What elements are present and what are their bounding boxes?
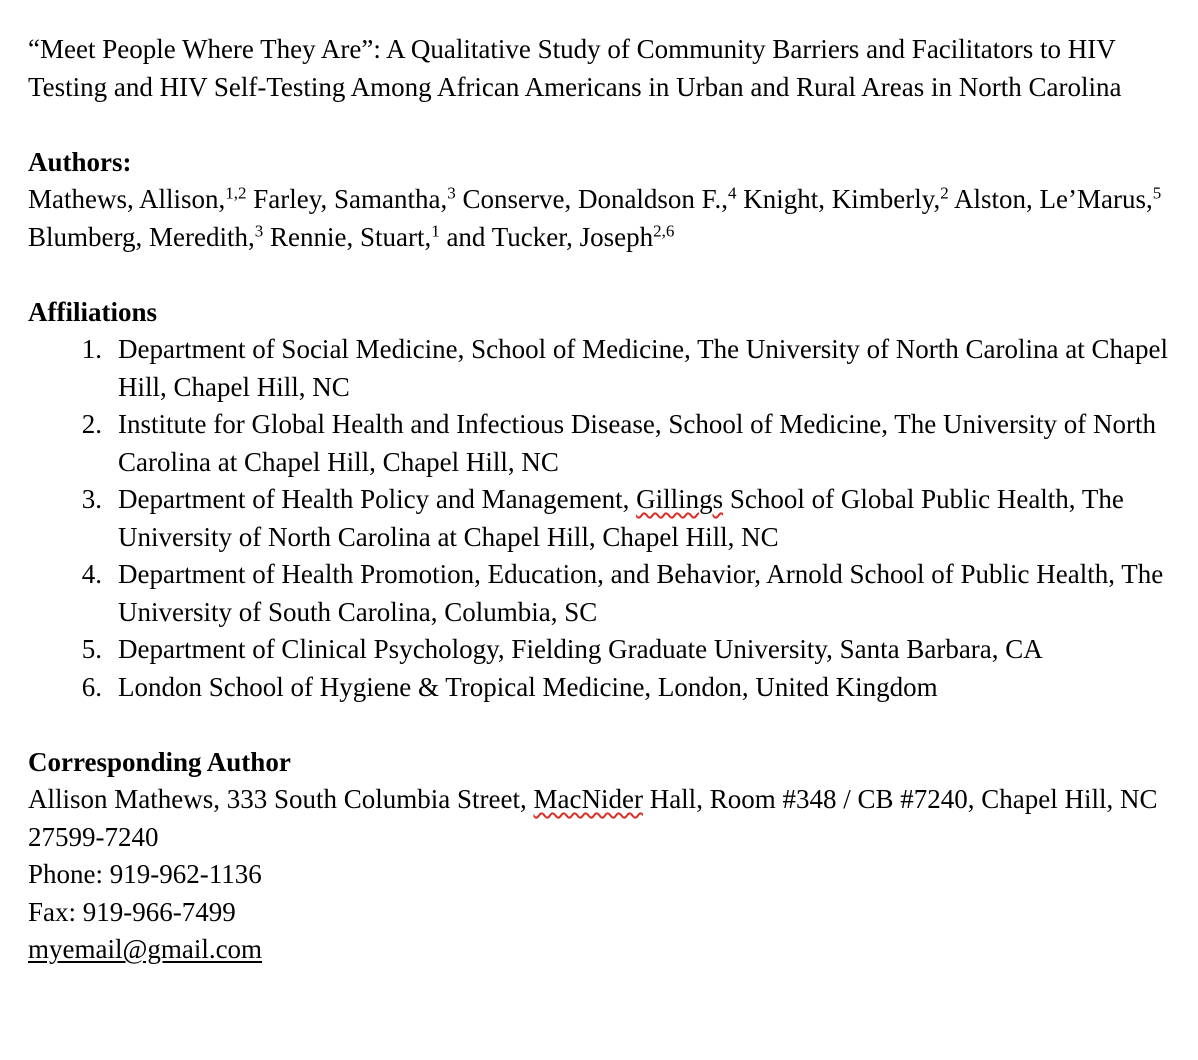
affiliation-text: London School of Hygiene & Tropical Medicine, London, United Kingdom xyxy=(118,671,938,702)
affiliation-text: School of Global Public Health, The University of North Carolina at Chapel Hill, Chapel Hill, NC xyxy=(118,484,1124,552)
spellcheck-flagged-word[interactable]: MacNider xyxy=(533,784,643,814)
author-affiliation-marker: 4 xyxy=(728,183,737,203)
corresponding-author-heading: Corresponding Author xyxy=(28,746,291,777)
affiliation-text: Department of Health Policy and Management, xyxy=(118,484,637,514)
affiliation-text: Department of Health Promotion, Education, and Behavior, Arnold School of Public Health, The University of South Carolina, Columbia, SC xyxy=(118,559,1164,627)
spacer xyxy=(28,106,1196,144)
spellcheck-flagged-word[interactable]: Gillings xyxy=(636,484,724,514)
affiliations-heading: Affiliations xyxy=(28,296,158,327)
corresponding-address xyxy=(28,781,1196,856)
author-name: Farley, Samantha, xyxy=(246,184,448,214)
list-number: 5. xyxy=(81,634,102,664)
author-affiliation-marker: 1,2 xyxy=(225,183,247,203)
author-name: Alston, Le’Marus, xyxy=(948,184,1153,214)
list-item xyxy=(28,481,1196,556)
email-line xyxy=(28,931,1196,969)
phone-line: Phone: 919-962-1136 xyxy=(28,859,262,889)
author-affiliation-marker: 5 xyxy=(1152,183,1162,203)
list-number: 1. xyxy=(81,334,102,364)
list-item xyxy=(28,669,1196,707)
author-affiliation-marker: 3 xyxy=(447,183,456,203)
spacer xyxy=(28,256,1196,294)
affiliations-list xyxy=(28,331,1196,706)
list-item xyxy=(28,631,1196,669)
address-text: Hall, Room #348 / CB #7240, Chapel Hill, NC 27599-7240 xyxy=(28,784,1158,852)
authors-heading: Authors: xyxy=(28,146,132,177)
author-name: Conserve, Donaldson F., xyxy=(455,184,729,214)
author-name: Mathews, Allison, xyxy=(28,184,226,214)
address-text: Allison Mathews, 333 South Columbia Street, xyxy=(28,784,534,814)
author-affiliation-marker: 2 xyxy=(940,183,949,203)
email-link[interactable]: myemail@gmail.com xyxy=(28,934,263,964)
author-name: Rennie, Stuart, xyxy=(263,221,432,252)
fax-line: Fax: 919-966-7499 xyxy=(28,896,236,927)
author-name: Knight, Kimberly, xyxy=(736,184,941,214)
author-affiliation-marker: 2,6 xyxy=(653,221,675,241)
document-page xyxy=(28,31,1196,969)
author-list xyxy=(28,181,1196,256)
affiliation-text: Institute for Global Health and Infectious Disease, School of Medicine, The University of North Carolina at Chapel Hill, Chapel Hill, NC xyxy=(118,409,1156,477)
list-number: 6. xyxy=(81,671,102,702)
author-affiliation-marker: 1 xyxy=(431,221,440,241)
list-item xyxy=(28,331,1196,406)
affiliation-text: Department of Clinical Psychology, Fielding Graduate University, Santa Barbara, CA xyxy=(118,634,1043,664)
affiliation-text: Department of Social Medicine, School of Medicine, The University of North Carolina at Chapel Hill, Chapel Hill, NC xyxy=(118,334,1168,402)
list-number: 2. xyxy=(81,409,102,439)
list-number: 3. xyxy=(81,484,102,514)
list-item xyxy=(28,556,1196,631)
author-affiliation-marker: 3 xyxy=(254,221,264,241)
list-number: 4. xyxy=(81,559,102,589)
paper-title: “Meet People Where They Are”: A Qualitative Study of Community Barriers and Facilitators to HIV Testing and HIV Self-Testing Among African Americans in Urban and Rural Areas in North Carolina xyxy=(28,34,1122,102)
author-name: and Tucker, Joseph xyxy=(439,221,654,252)
author-name: Blumberg, Meredith, xyxy=(28,221,255,252)
spacer xyxy=(28,706,1196,744)
list-item xyxy=(28,406,1196,481)
